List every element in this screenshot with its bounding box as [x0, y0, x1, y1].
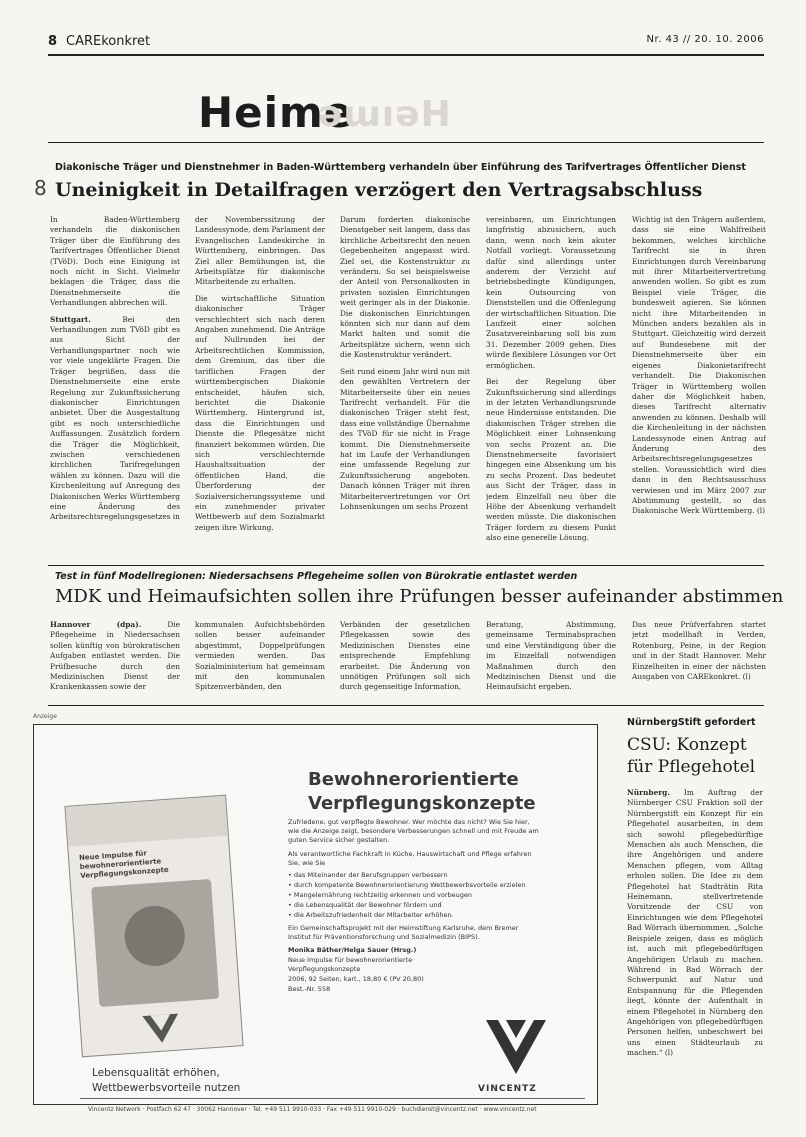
article-divider	[48, 565, 764, 566]
paragraph: Nürnberg. Im Auftrag der Nürnberger CSU Fraktion soll der Nürnbergstift ein Konzept für ein Pflegehotel ausarbeiten, in dem sich sowohl pflegebedürftige Menschen als auch Menschen, die ihre Angehörigen und andere Menschen pflegen, vom Alltag erholen sollen. Die Idee zu dem Pflegehotel hat Stadträtin Rita Heinemann, stellvertretende Vorsitzende der CSU von Einrichtungen wie dem Pflegehotel Bad Wörrach übernommen. „Solche Beispiele zeigen, dass es möglich ist, auch mit pflegebedürftigen Angehörigen Urlaub zu machen. Während in Bad Wörrach der Schwerpunkt auf Natur und Entspannung für die Pflegenden liegt, könnte der Aufenthalt in einem Pflegehotel in Nürnberg den Angehörigen von pflegebedürftigen Personen helfen, unbeschwert bei uns einen Städteurlaub zu machen.“ (l)	[627, 788, 763, 1058]
section-title: Heime	[198, 88, 354, 137]
paragraph: Die wirtschaftliche Situation diakonischer Träger verschlechtert sich nach deren Angaben zunehmend. Die Anträge auf Nullrunden bei der Arbeitsrechtlichen Kommission, dem Gremium, das über die tariflichen Fragen der württembergischen Diakonie entscheidet, häufen sich, berichtet die Diakonie Württemberg. Hintergrund ist, dass die Einrichtungen und Dienste die Pflegesätze nicht finanziert bekommen würden. Die sich verschlechternde Haushaltssituation der öffentlichen Hand, die Überforderung der Sozialversicherungssysteme und ein zunehmender privater Wettbewerb auf dem Sozialmarkt zeigen ihre Wirkung.	[195, 293, 325, 532]
ad-note: Ein Gemeinschaftsprojekt mit der Heimstiftung Karlsruhe, dem Bremer Institut für Präventionsforschung und Sozialmedizin (BIPS).	[288, 924, 519, 941]
ad-book-meta: 2006, 92 Seiten, kart., 18,80 € (PV 20,80)	[288, 975, 424, 983]
ad-footer-rule	[80, 1098, 585, 1099]
ad-label: Anzeige	[33, 713, 57, 720]
article3-kicker: NürnbergStift gefordert	[627, 717, 756, 728]
article2-column-5	[632, 620, 766, 700]
paragraph: Bei der Regelung über Zukunftssicherung sind allerdings in der letzten Verhandlungsrunde neue Hindernisse entstanden. Die diakonischen Träger streben die Möglichkeit einer Lohnsenkung von sechs Prozent an. Die Dienstnehmerseite favorisiert hingegen eine Absenkung um bis zu sechs Prozent. Das bedeutet aus Sicht der Träger, dass in jedem Einzelfall neu über die Höhe der Absenkung verhandelt werden müsste. Die diakonischen Träger fordern zu diesem Punkt also eine generelle Lösung.	[486, 377, 616, 543]
ad-bullet: • die Arbeitszufriedenheit der Mitarbeiter erhöhen.	[288, 911, 454, 919]
ad-bullet: • Mangelernährung rechtzeitig erkennen und vorbeugen	[288, 891, 473, 899]
header-rule	[48, 54, 764, 56]
publication-name: CAREkonkret	[66, 34, 151, 49]
article1-column-2	[195, 215, 325, 545]
paragraph: kommunalen Aufsichtsbehörden sollen besser aufeinander abgestimmt, Doppelprüfungen vermieden werden. Das Sozialministerium hat gemeinsam mit den kommunalen Spitzenverbänden, den	[195, 620, 325, 692]
article2-column-4	[486, 620, 616, 700]
article2-column-1	[50, 620, 180, 700]
paragraph: In Baden-Württemberg verhandeln die diakonischen Träger über die Einführung des Tarifvertrages Öffentlicher Dienst (TVöD). Doch eine Einigung ist noch nicht in Sicht. Vielmehr beklagen die Träger, dass die Dienstnehmerseite die Verhandlungen abbrechen will.	[50, 215, 180, 308]
paragraph: Verbänden der gesetzlichen Pflegekassen sowie des Medizinischen Dienstes eine entsprechende Empfehlung erarbeitet. Die Änderung von unnötigen Prüfungen soll sich durch gegenseitige Information,	[340, 620, 470, 692]
ad-slogan-line-2: Wettbewerbsvorteile nutzen	[92, 1082, 241, 1094]
paragraph: vereinbaren, um Einrichtungen langfristig abzusichern, auch dann, wenn noch kein akuter Notfall vorliegt. Voraussetzung dafür sind allerdings unter anderem der Verzicht auf betriebsbedingte Kündigungen, kein Outsourcing von Dienststellen und die Offenlegung der wirtschaftlichen Situation. Die Laufzeit einer solchen Zusatzvereinbarung soll bis zum 31. Dezember 2009 gehen. Dies würde flexiblere Lösungen vor Ort ermöglichen.	[486, 215, 616, 370]
article2-headline: MDK und Heimaufsichten sollen ihre Prüfungen besser aufeinander abstimmen	[55, 586, 784, 607]
ad-book-author: Monika Bäther/Helga Sauer (Hrsg.)	[288, 946, 417, 954]
page-header	[48, 34, 764, 56]
ad-book-info	[288, 946, 463, 994]
article3-headline-line-2: für Pflegehotel	[627, 757, 756, 777]
book-publisher-logo	[142, 1014, 180, 1044]
article3-headline	[627, 734, 787, 778]
section-rule	[48, 142, 764, 143]
ad-footer: Vincentz Network · Postfach 62 47 · 30062 Hannover · Tel. +49 511 9910-033 · Fax +49 511 9910-029 · buchdienst@vincentz.net · www.vincentz.net	[88, 1106, 537, 1113]
paragraph: Das neue Prüfverfahren startet jetzt modellhaft in Verden, Rotenburg, Peine, in der Region und in der Stadt Hannover. Mehr Einzelheiten in einer der nächsten Ausgaben von CAREkonkret. (l)	[632, 620, 766, 682]
ad-bullet: • die Lebensqualität der Bewohner fördern und	[288, 901, 442, 909]
page-number: 8	[48, 34, 58, 49]
vincentz-logo-icon	[484, 1014, 548, 1078]
article1-column-3	[340, 215, 470, 545]
paragraph: Seit rund einem Jahr wird nun mit den gewählten Vertretern der Mitarbeiterseite über ein neues Tarifrecht verhandelt. Für die diakonischen Träger steht fest, dass eine vollständige Übernahme des TVöD für sie nicht in Frage kommt. Die Dienstnehmerseite hat im Laufe der Verhandlungen eine umfassende Regelung zur Zukunftssicherung angeboten. Danach können Träger mit ihren Mitarbeitervertretungen vor Ort Lohnsenkungen um sechs Prozent	[340, 366, 470, 511]
article1-kicker: Diakonische Träger und Dienstnehmer in Baden-Württemberg verhandeln über Einführung des Tarifvertrages Öffentlicher Dienst	[55, 162, 746, 173]
paragraph: Darum forderten diakonische Dienstgeber seit langem, dass das kirchliche Arbeitsrecht den neuen Gegebenheiten angepasst wird. Ziel sei, die Kostenstruktur zu verändern. So sei beispielsweise der Anteil von Personalkosten in privaten sozialen Einrichtungen weit geringer als in der Diakonie. Die diakonischen Einrichtungen könnten sich nur dann auf dem Markt halten und somit die Arbeitsplätze sichern, wenn sich die Kostenstruktur verändert.	[340, 215, 470, 360]
ad-bullet: • durch kompetente Bewohnerorientierung Wettbewerbsvorteile erzielen	[288, 881, 526, 889]
article2-column-3	[340, 620, 470, 700]
ad-brand-name: VINCENTZ	[478, 1084, 537, 1094]
book-cover-title: Neue Impulse für bewohnerorientierte Verpflegungskonzepte	[78, 849, 169, 881]
article3-headline-line-1: CSU: Konzept	[627, 735, 747, 755]
paragraph: Beratung, Abstimmung, gemeinsame Terminabsprachen und eine Verständigung über die im Einzelfall notwendigen Maßnahmen durch den Medizinischen Dienst und die Heimaufsicht ergeben.	[486, 620, 616, 692]
article-divider-2	[48, 705, 764, 706]
ad-lead: Als verantwortliche Fachkraft in Küche, Hauswirtschaft und Pflege erfahren Sie, wie Sie	[288, 850, 532, 867]
ad-book-title: Neue Impulse für bewohnerorientierte Verpflegungskonzepte	[288, 956, 413, 973]
handwritten-mark: 8	[34, 176, 47, 200]
article1-headline: Uneinigkeit in Detailfragen verzögert den Vertragsabschluss	[55, 179, 703, 201]
book-cover-strip	[65, 796, 227, 847]
ad-intro: Zufriedene, gut verpflegte Bewohner. Wer möchte das nicht? Wie Sie hier, wie die Anzeige zeigt, besondere Verbesserungen schnell und mit Freude am guten Service sicher gestalten.	[288, 818, 539, 844]
article1-column-1	[50, 215, 180, 545]
ad-slogan-line-1: Lebensqualität erhöhen,	[92, 1067, 220, 1079]
paragraph: Wichtig ist den Trägern außerdem, dass sie eine Wahlfreiheit bekommen, welches kirchliche Tarifrecht sie in ihren Einrichtungen durch Vereinbarung mit ihrer Mitarbeitervertretung anwenden wollen. So gibt es zum Beispiel viele Träger, die bundesweit agieren. Sie können nicht ihre Mitarbeitenden in München anders bezahlen als in Stuttgart. Gleichzeitig wird derzeit auf Bundesebene mit der Dienstnehmerseite über ein eigenes Diakonietarifrecht verhandelt. Die Diakonischen Träger in Württemberg wollen daher die Möglichkeit haben, dieses Tarifrecht alternativ anwenden zu können. Deshalb will die Kirchenleitung in der nächsten Landessynode einen Antrag auf Änderung des Arbeitsrechtsregelungsgesetzes stellen. Voraussichtlich wird dies dann in den Rechtsausschuss verwiesen und im März 2007 zur Abstimmung gestellt, so das Diakonische Werk Württemberg. (l)	[632, 215, 766, 516]
article2-kicker: Test in fünf Modellregionen: Niedersachsens Pflegeheime sollen von Bürokratie entlastet werden	[55, 571, 578, 582]
ad-title-line-2: Verpflegungskonzepte	[308, 793, 536, 814]
ad-slogan	[92, 1066, 240, 1096]
article1-column-4	[486, 215, 616, 545]
paragraph: Stuttgart. Bei den Verhandlungen zum TVöD gibt es aus Sicht der Verhandlungspartner noch wie vor viele ungeklärte Fragen. Die Träger begrüßen, dass die Dienstnehmerseite eine erste Regelung zur Zukunftssicherung diakonischer Einrichtungen anbietet. Über die Ausgestaltung gibt es noch unterschiedliche Auffassungen. Zusätzlich fordern die Träger die Möglichkeit, zwischen verschiedenen kirchlichen Tarifregelungen wählen zu können. Dazu will die Kirchenleitung auf Anregung des Diakonischen Werks Württemberg eine Änderung des Arbeitsrechtsregelungsgesetzes in	[50, 314, 180, 522]
article3-body	[627, 788, 763, 1094]
ad-title-line-1: Bewohnerorientierte	[308, 769, 519, 790]
article1-column-5	[632, 215, 766, 545]
ad-bullet: • das Miteinander der Berufsgruppen verbessern	[288, 871, 448, 879]
paragraph: der Novemberssitzung der Landessynode, dem Parlament der Evangelischen Landeskirche in Württemberg, einbringen. Das Ziel aller Bemühungen ist, die Arbeitsplätze für diakonische Mitarbeitende zu erhalten.	[195, 215, 325, 287]
show-through-text: ǝɯıǝH	[318, 94, 452, 135]
ad-body	[288, 818, 540, 995]
book-cover	[64, 795, 243, 1058]
ad-title	[308, 768, 536, 816]
issue-info: Nr. 43 // 20. 10. 2006	[646, 34, 764, 45]
ad-order-number: Best.-Nr. 558	[288, 985, 331, 993]
paragraph: Hannover (dpa). Die Pflegeheime in Niedersachsen sollen künftig von bürokratischen Aufgaben entlastet werden. Die Prüfbesuche durch den Medizinischen Dienst der Krankenkassen sowie der	[50, 620, 180, 692]
article2-column-2	[195, 620, 325, 700]
